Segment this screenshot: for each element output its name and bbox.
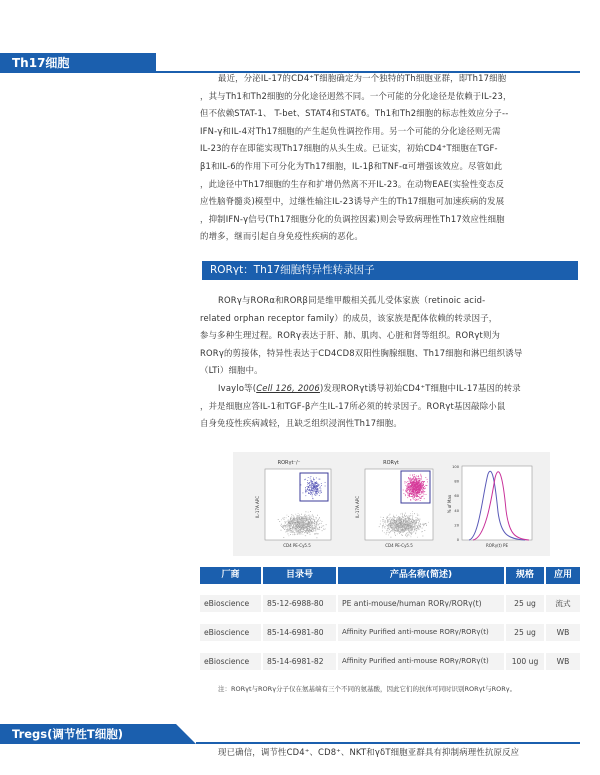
text-line: IFN-γ和IL-4对Th17细胞的产生起负性调控作用。另一个可能的分化途径则无需 [200, 125, 501, 136]
text-line: ，此途径中Th17细胞的生存和扩增仍然离不开IL-23。在动物EAE(实验性变态反 [200, 178, 505, 189]
x-axis-label: CD4 PE-Cy5.5 [385, 543, 413, 548]
header-application: 应用 [546, 567, 580, 584]
histogram-x-label: RORγ(t) PE [486, 543, 508, 548]
section-header-rorgt [202, 261, 578, 280]
histogram-y-label: % of Max [447, 494, 452, 514]
cell-size: 25 ug [506, 624, 544, 641]
y-axis-label: IL-17A APC [255, 496, 260, 518]
cell-size: 100 ug [506, 653, 544, 670]
rorgt-paragraph [200, 292, 580, 433]
section-title-th17: Th17细胞 [12, 56, 70, 70]
scatter-plot-frame [265, 469, 331, 540]
text-line: 应性脑脊髓炎)模型中，过继性输注IL-23诱导产生的Th17细胞可加速疾病的发展 [200, 196, 505, 207]
cell-application: WB [546, 653, 580, 670]
cell-vendor: eBioscience [200, 653, 261, 670]
text-fragment: Ivaylo等( [218, 382, 257, 393]
tick-label: 40 [454, 508, 459, 513]
cell-vendor: eBioscience [200, 624, 261, 641]
text-line: 最近，分泌IL-17的CD4⁺T细胞确定为一个独特的Th细胞亚群，即Th17细胞 [218, 73, 507, 83]
panel-title-wt: RORγt [383, 460, 399, 466]
cell-catalog: 85-14-6981-82 [263, 653, 336, 670]
table-row [200, 595, 580, 612]
figure-svg [233, 452, 550, 556]
tregs-paragraph [218, 744, 580, 762]
header-size: 规格 [506, 567, 544, 584]
citation-link[interactable]: Cell 126, 2006 [256, 382, 320, 393]
section-header-tregs [0, 724, 200, 744]
text-line: ，其与Th1和Th2细胞的分化途径迥然不同。一个可能的分化途径是依赖于IL-23， [200, 90, 512, 101]
table-footnote: 注：RORγt与RORγ分子仅在氨基端有三个不同的氨基酸，因此它们的抗体可同时识别RORγt与RORγ。 [218, 685, 517, 693]
text-line: ，抑制IFN-γ信号(Th17细胞分化的负调控因素)则会导致病理性Th17效应性细胞 [200, 213, 505, 224]
section-title-tregs: Tregs(调节性T细胞) [12, 727, 123, 741]
text-line: 的增多，继而引起自身免疫性疾病的恶化。 [200, 231, 363, 242]
text-line: RORγ与RORα和RORβ同是维甲酸相关孤儿受体家族（retinoic acid- [218, 295, 486, 305]
text-line: related orphan receptor family）的成员，该家族是配体依赖的转录因子， [200, 312, 498, 323]
cell-product: PE anti-mouse/human RORγ/RORγ(t) [338, 595, 504, 612]
text-line: ，并是细胞应答IL-1和TGF-β产生IL-17所必须的转录因子。RORγt基因敲除小鼠 [200, 400, 506, 411]
text-line: 现已确信，调节性CD4⁺、CD8⁺、NKT和γδT细胞亚群具有抑制病理性抗原反应 [218, 747, 520, 757]
text-line: 但不依赖STAT-1、 T-bet、STAT4和STAT6。Th1和Th2细胞的标志性效应分子-- [200, 108, 509, 119]
text-line: β1和IL-6的作用下可分化为Th17细胞，IL-1β和TNF-α可增强该效应。尽管如此 [200, 160, 503, 171]
cell-product: Affinity Purified anti-mouse RORγ/RORγ(t) [338, 624, 504, 641]
flow-cytometry-figure [233, 452, 550, 556]
section-header-th17 [0, 53, 156, 73]
header-catalog: 目录号 [263, 567, 336, 584]
tick-label: 100 [452, 465, 459, 469]
cell-size: 25 ug [506, 595, 544, 612]
text-line [200, 380, 580, 398]
text-line: IL-23的存在即能实现Th17细胞的从头生成。已证实，初始CD4⁺T细胞在TGF- [200, 143, 498, 154]
text-line: RORγ的剪接体，特异性表达于CD4CD8双阳性胸腺细胞、Th17细胞和淋巴组织诱导 [200, 347, 523, 358]
table-header-row [200, 567, 580, 584]
cell-catalog: 85-14-6981-80 [263, 624, 336, 641]
text-fragment: )发现RORγt诱导初始CD4⁺T细胞中IL-17基因的转录 [319, 382, 521, 393]
cell-application: WB [546, 624, 580, 641]
panel-title-ko: RORγt⁻/⁻ [277, 460, 301, 466]
x-axis-label: CD4 PE-Cy5.5 [283, 543, 311, 548]
tick-label: 60 [454, 494, 459, 499]
cell-application: 流式 [546, 595, 580, 612]
table-row [200, 653, 580, 670]
tick-label: 80 [454, 479, 459, 484]
cell-catalog: 85-12-6988-80 [263, 595, 336, 612]
text-line: 自身免疫性疾病减轻，且缺乏组织浸润性Th17细胞。 [200, 418, 402, 429]
tick-label: 20 [454, 523, 459, 528]
text-line: 参与多种生理过程。RORγ表达于肝、肺、肌肉、心脏和肾等组织。RORγt则为 [200, 330, 501, 341]
section-title-rorgt: RORγt：Th17细胞特异性转录因子 [210, 264, 375, 276]
table-row [200, 624, 580, 641]
text-line: （LTi）细胞中。 [200, 365, 263, 376]
th17-paragraph [200, 70, 580, 246]
cell-product: Affinity Purified anti-mouse RORγ/RORγ(t) [338, 653, 504, 670]
header-vendor: 厂商 [200, 567, 261, 584]
tick-label: 0 [456, 538, 459, 542]
cell-vendor: eBioscience [200, 595, 261, 612]
header-product: 产品名称(简述) [338, 567, 504, 584]
y-axis-label: IL-17A APC [355, 496, 360, 518]
